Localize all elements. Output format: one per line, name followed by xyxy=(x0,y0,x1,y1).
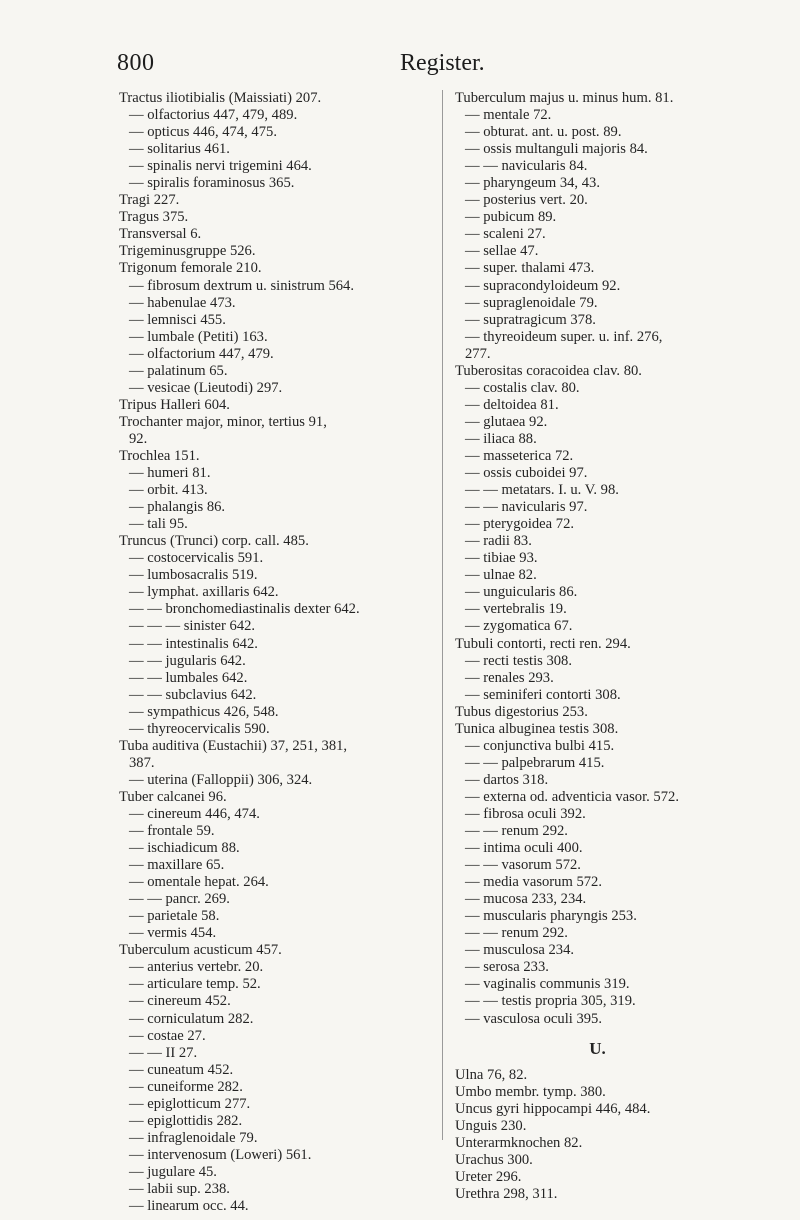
index-subentry: — masseterica 72. xyxy=(465,447,574,464)
index-subentry: — cinereum 452. xyxy=(129,993,231,1010)
index-entry: Tuba auditiva (Eustachii) 37, 251, 381, xyxy=(119,737,348,754)
index-subentry: — solitarius 461. xyxy=(129,141,230,158)
index-entry: Tunica albuginea testis 308. xyxy=(455,720,619,737)
page-number: 800 xyxy=(117,50,155,76)
index-subentry: — lumbale (Petiti) 163. xyxy=(129,328,268,345)
index-subentry: — thyreocervicalis 590. xyxy=(129,720,270,737)
index-subentry: — parietale 58. xyxy=(129,908,220,925)
index-subentry: — — intestinalis 642. xyxy=(129,635,258,652)
index-subentry: — fibrosum dextrum u. sinistrum 564. xyxy=(129,277,354,294)
index-subentry: — — navicularis 97. xyxy=(465,499,588,516)
index-subentry: — — renum 292. xyxy=(465,823,568,840)
index-subentry: — infraglenoidale 79. xyxy=(129,1129,258,1146)
index-entry: Umbo membr. tymp. 380. xyxy=(455,1083,606,1100)
index-subentry: — costae 27. xyxy=(129,1027,206,1044)
index-subentry: — omentale hepat. 264. xyxy=(129,874,269,891)
index-column-right xyxy=(455,90,800,1203)
index-subentry: — supracondyloideum 92. xyxy=(465,277,621,294)
index-subentry: — jugulare 45. xyxy=(129,1163,217,1180)
index-subentry: — spiralis foraminosus 365. xyxy=(129,175,295,192)
index-subentry: — supraglenoidale 79. xyxy=(465,294,598,311)
index-subentry: — musculosa 234. xyxy=(465,942,575,959)
index-entry: Tuberositas coracoidea clav. 80. xyxy=(455,362,642,379)
index-column-left xyxy=(119,90,449,1215)
index-subentry: — — metatars. I. u. V. 98. xyxy=(465,482,619,499)
index-subentry: — — subclavius 642. xyxy=(129,686,257,703)
index-subentry: — — jugularis 642. xyxy=(129,652,246,669)
index-entry: Tubus digestorius 253. xyxy=(455,703,588,720)
index-subentry: — mentale 72. xyxy=(465,107,552,124)
index-subentry: — mucosa 233, 234. xyxy=(465,891,587,908)
index-subentry: — thyreoideum super. u. inf. 276, xyxy=(465,328,663,345)
index-subentry: — intervenosum (Loweri) 561. xyxy=(129,1146,312,1163)
index-subentry: — uterina (Falloppii) 306, 324. xyxy=(129,771,313,788)
index-subentry: — — testis propria 305, 319. xyxy=(465,993,636,1010)
index-entry: Tractus iliotibialis (Maissiati) 207. xyxy=(119,90,322,106)
index-entry: Ulna 76, 82. xyxy=(455,1066,528,1083)
index-subentry: — — II 27. xyxy=(129,1044,198,1061)
index-subentry: — ossis cuboidei 97. xyxy=(465,465,588,482)
index-subentry: — maxillare 65. xyxy=(129,857,225,874)
index-subentry: — epiglottidis 282. xyxy=(129,1112,243,1129)
index-subentry: — vaginalis communis 319. xyxy=(465,976,630,993)
index-subentry: — zygomatica 67. xyxy=(465,618,573,635)
index-subentry: — — pancr. 269. xyxy=(129,891,230,908)
index-subentry: — humeri 81. xyxy=(129,465,211,482)
index-subentry: — vasculosa oculi 395. xyxy=(465,1010,602,1027)
index-entry: Tubuli contorti, recti ren. 294. xyxy=(455,635,631,652)
running-head: Register. xyxy=(400,50,485,76)
index-subentry: — — — sinister 642. xyxy=(129,618,256,635)
index-subentry: — deltoidea 81. xyxy=(465,396,559,413)
index-subentry: — radii 83. xyxy=(465,533,532,550)
index-entry-continuation: 277. xyxy=(465,345,491,362)
index-subentry: — seminiferi contorti 308. xyxy=(465,686,621,703)
index-subentry: — opticus 446, 474, 475. xyxy=(129,124,277,141)
index-entry: Transversal 6. xyxy=(119,226,202,243)
index-entry: Ureter 296. xyxy=(455,1168,522,1185)
index-subentry: — — palpebrarum 415. xyxy=(465,754,605,771)
index-subentry: — posterius vert. 20. xyxy=(465,192,588,209)
index-subentry: — spinalis nervi trigemini 464. xyxy=(129,158,312,175)
index-subentry: — costocervicalis 591. xyxy=(129,550,264,567)
index-entry-continuation: 92. xyxy=(129,430,148,447)
index-subentry: — media vasorum 572. xyxy=(465,874,602,891)
index-subentry: — super. thalami 473. xyxy=(465,260,595,277)
index-subentry: — sellae 47. xyxy=(465,243,539,260)
index-subentry: — pubicum 89. xyxy=(465,209,557,226)
index-subentry: — lumbosacralis 519. xyxy=(129,567,258,584)
index-subentry: — habenulae 473. xyxy=(129,294,236,311)
index-subentry: — obturat. ant. u. post. 89. xyxy=(465,124,622,141)
index-subentry: — externa od. adventicia vasor. 572. xyxy=(465,788,679,805)
index-entry: Tuber calcanei 96. xyxy=(119,788,227,805)
index-subentry: — tibiae 93. xyxy=(465,550,538,567)
index-subentry: — anterius vertebr. 20. xyxy=(129,959,264,976)
index-subentry: — dartos 318. xyxy=(465,771,549,788)
index-subentry: — lemnisci 455. xyxy=(129,311,226,328)
index-subentry: — unguicularis 86. xyxy=(465,584,578,601)
index-entry: Unterarmknochen 82. xyxy=(455,1134,583,1151)
index-subentry: — — bronchomediastinalis dexter 642. xyxy=(129,601,360,618)
index-entry: Tragi 227. xyxy=(119,192,180,209)
index-subentry: — serosa 233. xyxy=(465,959,549,976)
index-entry-continuation: 387. xyxy=(129,754,155,771)
index-subentry: — recti testis 308. xyxy=(465,652,573,669)
index-subentry: — — vasorum 572. xyxy=(465,857,581,874)
index-subentry: — intima oculi 400. xyxy=(465,840,583,857)
index-entry: Tragus 375. xyxy=(119,209,189,226)
index-subentry: — iliaca 88. xyxy=(465,430,537,447)
index-subentry: — glutaea 92. xyxy=(465,413,548,430)
index-subentry: — renales 293. xyxy=(465,669,554,686)
index-subentry: — costalis clav. 80. xyxy=(465,379,580,396)
index-subentry: — pterygoidea 72. xyxy=(465,516,575,533)
index-entry: Urachus 300. xyxy=(455,1151,533,1168)
index-subentry: — cinereum 446, 474. xyxy=(129,805,260,822)
index-entry: Uncus gyri hippocampi 446, 484. xyxy=(455,1100,651,1117)
index-subentry: — — lumbales 642. xyxy=(129,669,248,686)
index-subentry: — ossis multanguli majoris 84. xyxy=(465,141,648,158)
index-entry: Trochlea 151. xyxy=(119,447,200,464)
index-subentry: — corniculatum 282. xyxy=(129,1010,254,1027)
index-subentry: — vermis 454. xyxy=(129,925,217,942)
index-subentry: — scaleni 27. xyxy=(465,226,546,243)
index-subentry: — conjunctiva bulbi 415. xyxy=(465,737,615,754)
index-entry: Trigonum femorale 210. xyxy=(119,260,262,277)
index-subentry: — vesicae (Lieutodi) 297. xyxy=(129,379,283,396)
index-subentry: — fibrosa oculi 392. xyxy=(465,805,586,822)
index-entry: Tuberculum acusticum 457. xyxy=(119,942,282,959)
index-subentry: — sympathicus 426, 548. xyxy=(129,703,279,720)
index-subentry: — — renum 292. xyxy=(465,925,568,942)
index-entry: Tripus Halleri 604. xyxy=(119,396,230,413)
index-subentry: — pharyngeum 34, 43. xyxy=(465,175,600,192)
index-subentry: — olfactorius 447, 479, 489. xyxy=(129,107,298,124)
index-subentry: — palatinum 65. xyxy=(129,362,228,379)
index-subentry: — — navicularis 84. xyxy=(465,158,588,175)
index-subentry: — orbit. 413. xyxy=(129,482,208,499)
index-subentry: — olfactorium 447, 479. xyxy=(129,345,274,362)
index-subentry: — cuneiforme 282. xyxy=(129,1078,243,1095)
index-subentry: — ischiadicum 88. xyxy=(129,840,240,857)
section-letter-heading: U. xyxy=(589,1038,606,1058)
index-subentry: — ulnae 82. xyxy=(465,567,537,584)
index-subentry: — cuneatum 452. xyxy=(129,1061,234,1078)
index-subentry: — lymphat. axillaris 642. xyxy=(129,584,279,601)
index-entry: Urethra 298, 311. xyxy=(455,1185,558,1202)
column-divider xyxy=(442,90,443,1140)
index-subentry: — phalangis 86. xyxy=(129,499,226,516)
index-entry: Truncus (Trunci) corp. call. 485. xyxy=(119,533,309,550)
index-subentry: — supratragicum 378. xyxy=(465,311,596,328)
index-subentry: — muscularis pharyngis 253. xyxy=(465,908,637,925)
index-entry: Tuberculum majus u. minus hum. 81. xyxy=(455,90,674,106)
page-header xyxy=(117,50,692,90)
index-subentry: — labii sup. 238. xyxy=(129,1181,230,1197)
index-subentry: — epiglotticum 277. xyxy=(129,1095,251,1112)
index-entry: Trochanter major, minor, tertius 91, xyxy=(119,413,327,430)
index-entry: Trigeminusgruppe 526. xyxy=(119,243,256,260)
index-entry: Unguis 230. xyxy=(455,1117,527,1134)
index-subentry: — vertebralis 19. xyxy=(465,601,567,618)
index-subentry: — linearum occ. 44. xyxy=(129,1198,249,1215)
index-subentry: — articulare temp. 52. xyxy=(129,976,261,993)
index-subentry: — tali 95. xyxy=(129,516,188,533)
index-subentry: — frontale 59. xyxy=(129,823,215,840)
